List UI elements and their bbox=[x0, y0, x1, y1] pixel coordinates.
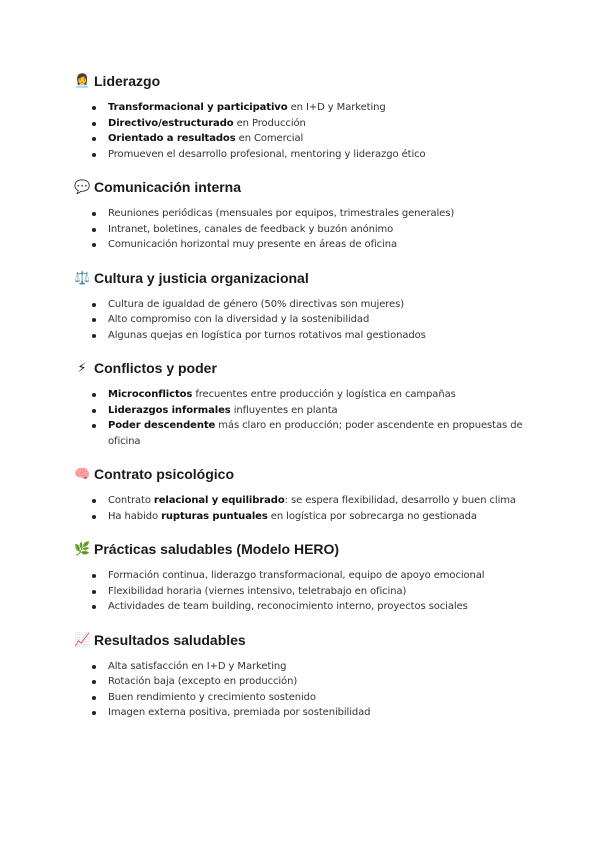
item-prefix: Ha habido bbox=[108, 510, 162, 522]
bullet-icon bbox=[92, 243, 96, 247]
bullet-icon bbox=[92, 393, 96, 397]
list-item bbox=[74, 100, 534, 116]
item-text: Intranet, boletines, canales de feedback y buzón anónimo bbox=[108, 223, 394, 235]
list-item bbox=[74, 705, 534, 721]
item-text: Reuniones periódicas (mensuales por equipos, trimestrales generales) bbox=[108, 208, 455, 219]
list-item bbox=[74, 297, 534, 313]
bullet-list bbox=[74, 387, 534, 449]
section-heading bbox=[74, 629, 534, 651]
lightning-icon: ⚡ bbox=[77, 360, 87, 375]
bullet-icon bbox=[92, 318, 96, 322]
section-4 bbox=[74, 357, 534, 449]
item-text: Buen rendimiento y crecimiento sostenido bbox=[108, 691, 316, 703]
section-title: Liderazgo bbox=[94, 73, 161, 89]
section-title: Resultados saludables bbox=[94, 631, 246, 648]
list-item bbox=[74, 690, 534, 706]
item-emphasis: Transformacional y participativo bbox=[108, 102, 288, 113]
list-item bbox=[74, 659, 534, 675]
item-emphasis: Orientado a resultados bbox=[108, 133, 236, 144]
herb-icon: 🌿 bbox=[74, 541, 91, 556]
item-emphasis: Poder descendente bbox=[108, 420, 216, 431]
list-item bbox=[74, 674, 534, 690]
item-text: Actividades de team building, reconocimiento interno, proyectos sociales bbox=[108, 601, 468, 612]
scales-icon: ⚖️ bbox=[74, 269, 91, 285]
section-title: Comunicación interna bbox=[94, 179, 242, 195]
section-5 bbox=[74, 463, 534, 524]
item-text: Imagen externa positiva, premiada por sostenibilidad bbox=[108, 707, 371, 718]
item-emphasis: Liderazgos informales bbox=[108, 404, 231, 416]
item-text: en Comercial bbox=[235, 133, 304, 144]
item-text: en Producción bbox=[233, 117, 306, 129]
list-item bbox=[74, 312, 534, 328]
item-text: en I+D y Marketing bbox=[287, 102, 386, 113]
section-heading bbox=[74, 70, 534, 92]
section-title: Contrato psicológico bbox=[94, 466, 234, 482]
bullet-icon bbox=[92, 696, 96, 700]
item-text: Formación continua, liderazgo transformacional, equipo de apoyo emocional bbox=[108, 570, 485, 581]
item-text: Algunas quejas en logística por turnos rotativos mal gestionados bbox=[108, 329, 426, 341]
section-7 bbox=[74, 629, 534, 721]
bullet-list bbox=[74, 206, 534, 253]
bullet-icon bbox=[92, 137, 96, 141]
list-item bbox=[74, 147, 534, 163]
section-heading bbox=[74, 463, 534, 485]
bullet-icon bbox=[92, 409, 96, 413]
section-heading bbox=[74, 267, 534, 289]
section-2 bbox=[74, 176, 534, 253]
section-heading bbox=[74, 357, 534, 379]
bullet-list bbox=[74, 568, 534, 615]
item-text: influyentes en planta bbox=[230, 404, 338, 416]
bullet-list bbox=[74, 493, 534, 524]
bullet-icon bbox=[92, 424, 96, 428]
bullet-list bbox=[74, 659, 534, 721]
item-text: Flexibilidad horaria (viernes intensivo, teletrabajo en oficina) bbox=[108, 585, 407, 597]
item-text: en logística por sobrecarga no gestionada bbox=[267, 510, 477, 522]
item-text: Alta satisfacción en I+D y Marketing bbox=[108, 660, 287, 672]
item-emphasis: Directivo/estructurado bbox=[108, 117, 234, 129]
item-emphasis: rupturas puntuales bbox=[161, 510, 268, 522]
list-item bbox=[74, 237, 534, 253]
list-item bbox=[74, 568, 534, 584]
bullet-icon bbox=[92, 574, 96, 578]
chart-increasing-icon: 📈 bbox=[74, 631, 91, 647]
item-text: Promueven el desarrollo profesional, mentoring y liderazgo ético bbox=[108, 148, 426, 160]
item-emphasis: relacional y equilibrado bbox=[153, 495, 285, 506]
bullet-icon bbox=[92, 499, 96, 503]
list-item bbox=[74, 222, 534, 238]
woman-office-worker-icon: 👩‍💼 bbox=[74, 73, 91, 88]
bullet-icon bbox=[92, 605, 96, 609]
list-item bbox=[74, 509, 534, 525]
section-heading bbox=[74, 538, 534, 560]
list-item bbox=[74, 599, 534, 615]
bullet-list bbox=[74, 297, 534, 344]
document-page bbox=[74, 70, 534, 735]
list-item bbox=[74, 116, 534, 132]
bullet-icon bbox=[92, 711, 96, 715]
list-item bbox=[74, 131, 534, 147]
item-prefix: Contrato bbox=[108, 495, 154, 506]
bullet-icon bbox=[92, 106, 96, 110]
list-item bbox=[74, 206, 534, 222]
section-6 bbox=[74, 538, 534, 615]
section-heading bbox=[74, 176, 534, 198]
section-3 bbox=[74, 267, 534, 344]
bullet-icon bbox=[92, 153, 96, 157]
item-text: Alto compromiso con la diversidad y la sostenibilidad bbox=[108, 314, 370, 325]
bullet-icon bbox=[92, 303, 96, 307]
item-emphasis: Microconflictos bbox=[108, 389, 193, 400]
bullet-icon bbox=[92, 212, 96, 216]
bullet-icon bbox=[92, 228, 96, 232]
item-text: frecuentes entre producción y logística en campañas bbox=[192, 389, 456, 400]
section-1 bbox=[74, 70, 534, 162]
section-title: Cultura y justicia organizacional bbox=[94, 269, 309, 286]
item-text: más claro en producción; poder ascendente en propuestas de oficina bbox=[108, 420, 523, 447]
brain-icon: 🧠 bbox=[74, 466, 91, 481]
item-text: Comunicación horizontal muy presente en áreas de oficina bbox=[108, 239, 398, 250]
bullet-icon bbox=[92, 590, 96, 594]
bullet-icon bbox=[92, 680, 96, 684]
item-text: : se espera flexibilidad, desarrollo y buen clima bbox=[284, 495, 516, 506]
list-item bbox=[74, 493, 534, 509]
bullet-icon bbox=[92, 515, 96, 519]
list-item bbox=[74, 403, 534, 419]
list-item bbox=[74, 328, 534, 344]
section-title: Conflictos y poder bbox=[94, 360, 217, 376]
list-item bbox=[74, 418, 534, 449]
speech-bubble-icon: 💬 bbox=[74, 179, 91, 194]
list-item bbox=[74, 387, 534, 403]
bullet-list bbox=[74, 100, 534, 162]
item-text: Rotación baja (excepto en producción) bbox=[108, 676, 298, 687]
item-text: Cultura de igualdad de género (50% directivas son mujeres) bbox=[108, 298, 405, 310]
bullet-icon bbox=[92, 122, 96, 126]
bullet-icon bbox=[92, 665, 96, 669]
section-title: Prácticas saludables (Modelo HERO) bbox=[94, 541, 340, 557]
bullet-icon bbox=[92, 334, 96, 338]
list-item bbox=[74, 584, 534, 600]
